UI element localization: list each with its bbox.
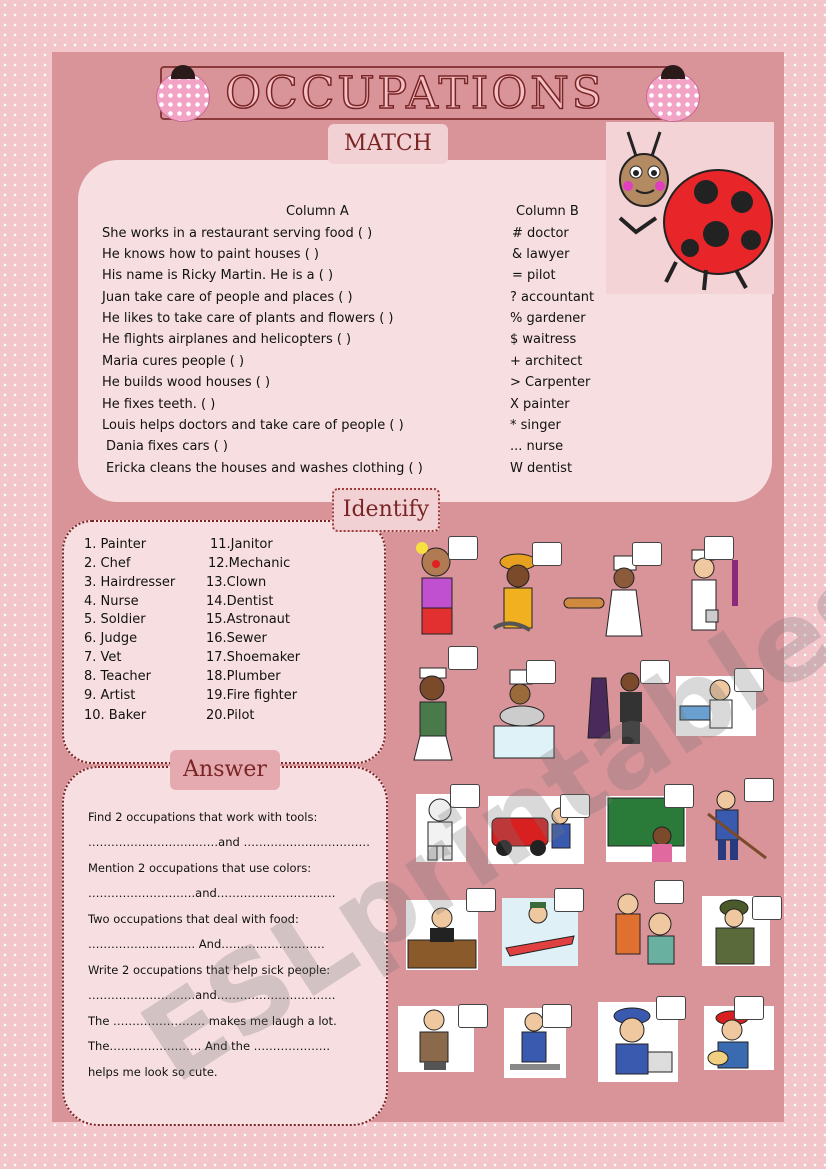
answer-checkbox[interactable] [448,536,478,560]
answer-checkbox[interactable] [554,888,584,912]
match-b-item: & lawyer [512,247,570,262]
match-b-item: + architect [510,354,583,369]
match-a-item: She works in a restaurant serving food ( ) [102,226,373,241]
match-a-item: Ericka cleans the houses and washes clothing ( ) [106,461,423,476]
answer-checkbox[interactable] [752,896,782,920]
match-a-item: Juan take care of people and places ( ) [102,290,353,305]
column-a-header: Column A [286,204,349,219]
answer-tab: Answer [170,750,280,790]
answer-line: The …………………… makes me laugh a lot. [88,1014,337,1028]
match-a-item: Louis helps doctors and take care of people ( ) [102,418,404,433]
page-title: OCCUPATIONS [225,68,605,119]
answer-checkbox[interactable] [704,536,734,560]
answer-checkbox[interactable] [450,784,480,808]
occupation-list-item: 14.Dentist [206,594,274,609]
match-b-item: ... nurse [510,439,564,454]
match-tab: MATCH [328,124,448,164]
match-b-item: * singer [510,418,561,433]
match-a-item: Dania fixes cars ( ) [106,439,228,454]
occupation-list-item: 6. Judge [84,631,138,646]
occupation-list-item: 10. Baker [84,708,147,723]
match-a-item: He likes to take care of plants and flowers ( ) [102,311,394,326]
answer-line: ……………………….……and …………………………… [88,835,370,849]
match-a-item: He knows how to paint houses ( ) [102,247,319,262]
answer-line: Write 2 occupations that help sick people: [88,963,331,977]
occupation-list-item: 3. Hairdresser [84,575,176,590]
answer-checkbox[interactable] [734,668,764,692]
match-a-item: He flights airplanes and helicopters ( ) [102,332,352,347]
answer-checkbox[interactable] [632,542,662,566]
occupation-list-item: 7. Vet [84,650,122,665]
match-a-item: Maria cures people ( ) [102,354,245,369]
answer-line: ………………………. And……………………… [88,937,325,951]
occupation-list-item: 17.Shoemaker [206,650,301,665]
answer-checkbox[interactable] [466,888,496,912]
nurse-picture [404,664,464,764]
answer-line: ……………………….and…………………………. [88,988,336,1002]
answer-checkbox[interactable] [734,996,764,1020]
answer-checkbox[interactable] [654,880,684,904]
answer-checkbox[interactable] [744,778,774,802]
answer-checkbox[interactable] [560,794,590,818]
answer-line: Mention 2 occupations that use colors: [88,861,312,875]
occupation-list-item: 11.Janitor [210,537,273,552]
match-b-item: $ waitress [510,332,577,347]
occupation-list-item: 15.Astronaut [206,612,290,627]
identify-tab: Identify [332,488,440,532]
answer-checkbox[interactable] [640,660,670,684]
answer-line: helps me look so cute. [88,1065,218,1079]
match-a-item: He builds wood houses ( ) [102,375,271,390]
match-b-item: % gardener [510,311,586,326]
occupation-list-item: 5. Soldier [84,612,146,627]
occupation-list-item: 19.Fire fighter [206,688,298,703]
answer-line: Find 2 occupations that work with tools: [88,810,318,824]
occupation-list-item: 9. Artist [84,688,136,703]
match-a-item: His name is Ricky Martin. He is a ( ) [102,268,334,283]
match-b-item: W dentist [510,461,573,476]
occupation-list-item: 18.Plumber [206,669,281,684]
occupation-list-item: 8. Teacher [84,669,151,684]
occupation-list-item: 12.Mechanic [208,556,291,571]
match-b-item: ? accountant [510,290,595,305]
answer-line: Two occupations that deal with food: [88,912,299,926]
answer-checkbox[interactable] [448,646,478,670]
occupation-list-item: 4. Nurse [84,594,139,609]
match-b-item: = pilot [512,268,556,283]
answer-line: The…………………… And the ……………….. [88,1039,330,1053]
match-a-item: He fixes teeth. ( ) [102,397,216,412]
answer-checkbox[interactable] [542,1004,572,1028]
occupation-list-item: 13.Clown [206,575,267,590]
answer-checkbox[interactable] [532,542,562,566]
answer-checkbox[interactable] [526,660,556,684]
match-b-item: # doctor [512,226,569,241]
answer-line: ……………………….and…………………………. [88,886,336,900]
match-b-item: X painter [510,397,570,412]
ladybug-illustration [606,122,774,294]
column-b-header: Column B [516,204,579,219]
answer-checkbox[interactable] [458,1004,488,1028]
occupation-list-item: 1. Painter [84,537,147,552]
occupation-list-item: 2. Chef [84,556,131,571]
answer-checkbox[interactable] [656,996,686,1020]
answer-checkbox[interactable] [664,784,694,808]
match-b-item: > Carpenter [510,375,591,390]
occupation-list-item: 16.Sewer [206,631,267,646]
occupation-list-item: 20.Pilot [206,708,255,723]
